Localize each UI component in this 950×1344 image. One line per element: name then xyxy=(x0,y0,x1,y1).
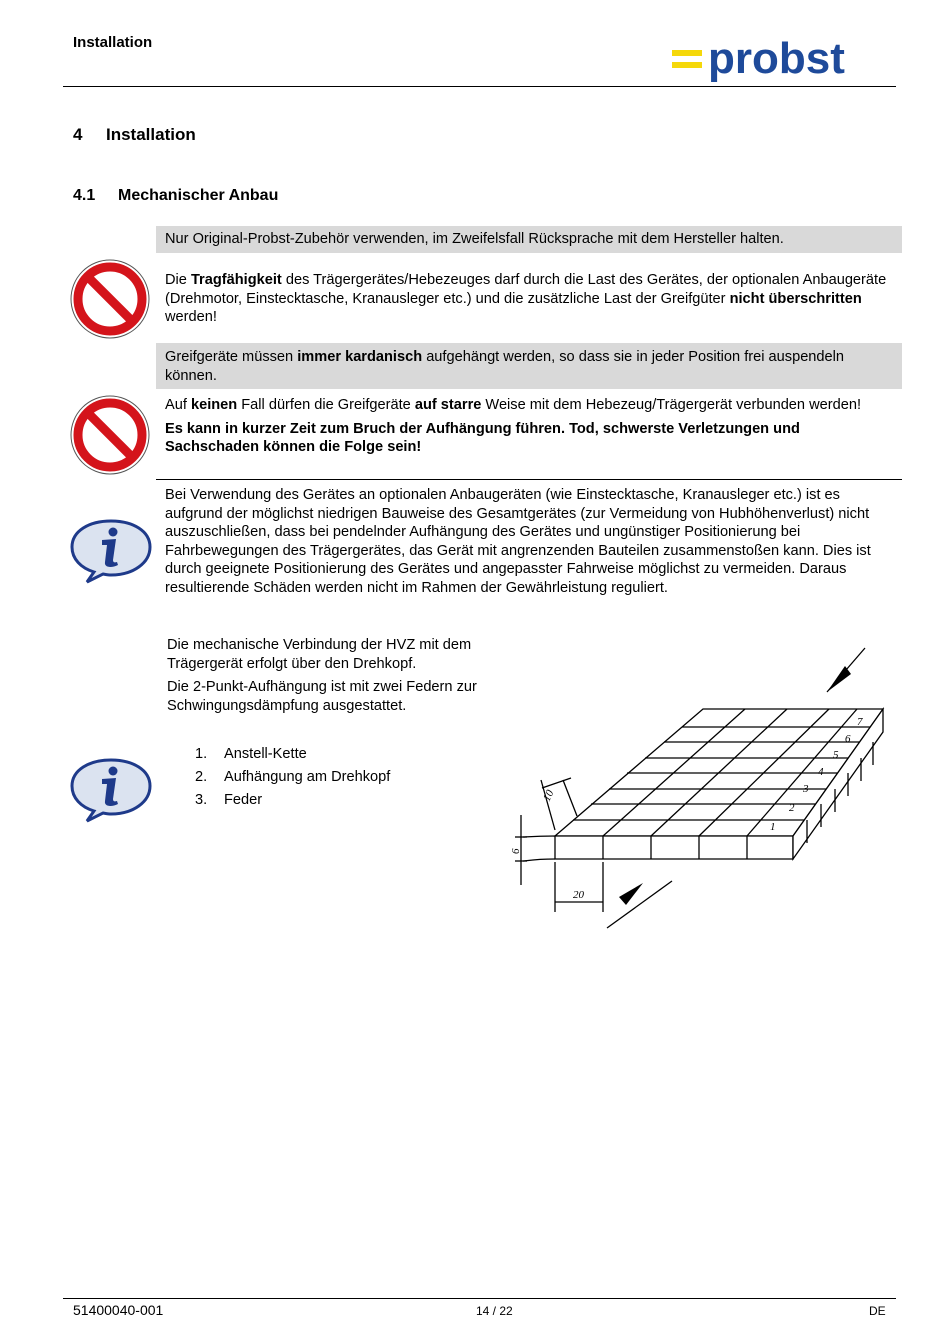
load-capacity-paragraph xyxy=(156,271,902,327)
prohibition-icon xyxy=(69,394,151,476)
header-title: Installation xyxy=(73,34,153,51)
list-item xyxy=(195,743,390,766)
suspension-sentence: Die 2-Punkt-Aufhängung ist mit zwei Federn zur Schwingungsdämpfung ausgestattet. xyxy=(167,679,477,714)
rigid-connection-text xyxy=(165,396,893,415)
connection-sentence: Die mechanische Verbindung der HVZ mit dem Trägergerät erfolgt über den Drehkopf. xyxy=(167,637,472,672)
text-run: Weise mit dem Hebezeug/Trägergerät verbunden werden! xyxy=(481,397,862,413)
parts-list xyxy=(195,743,390,812)
layer-label: 7 xyxy=(857,716,863,728)
technical-drawing xyxy=(505,630,900,935)
list-item xyxy=(195,789,390,812)
text-run: Fall dürfen die Greifgeräte xyxy=(237,397,415,413)
bold-always-cardanic: immer kardanisch xyxy=(297,349,423,365)
note-original-accessories: Nur Original-Probst-Zubehör verwenden, im Zweifelsfall Rücksprache mit dem Hersteller halten. xyxy=(156,226,902,253)
layer-label: 3 xyxy=(803,783,809,795)
layer-label: 2 xyxy=(789,802,795,814)
bold-load-capacity: Tragfähigkeit xyxy=(190,272,282,288)
divider xyxy=(156,479,902,480)
layer-label: 1 xyxy=(770,821,776,833)
text-run: Die xyxy=(165,272,191,288)
probst-logo xyxy=(672,36,892,86)
text-run: werden! xyxy=(165,309,217,325)
text-run: Auf xyxy=(165,397,191,413)
info-icon xyxy=(69,757,153,823)
list-text: Feder xyxy=(224,792,263,808)
text-run: aufgehängt werden, so dass sie in jeder Position frei auspendeln können. xyxy=(165,349,845,384)
dimension-depth: 10 xyxy=(540,788,557,804)
list-item xyxy=(195,766,390,789)
list-text: Aufhängung am Drehkopf xyxy=(224,769,391,785)
text-run: des Trägergerätes/Hebezeuges darf durch die Last des Gerätes, der optionalen Anbaugeräte (Drehmotor, Einstecktasche, Kranausleger etc.) und die zusätzliche Last der Greifgüter xyxy=(165,272,887,307)
layer-label: 6 xyxy=(845,733,851,745)
list-number: 3. xyxy=(195,792,208,808)
subsection-heading xyxy=(73,187,278,205)
header-rule xyxy=(63,86,896,87)
section-title: Installation xyxy=(106,125,196,144)
document-number: 51400040-001 xyxy=(73,1302,164,1318)
collision-info-paragraph: Bei Verwendung des Gerätes an optionalen Anbaugeräten (wie Einstecktasche, Kranausleger etc.) ist es aufgrund der möglichst niedrigen Bauweise des Gesamtgerätes (zur Vermeidung von Hubhöhenverlust) nicht auszuschließen, dass bei pendelnder Aufhängung des Gerätes und ungünstiger Positionierung bei Fahrbewegungen des Trägergerätes, das Gerät mit angrenzenden Bauteilen zusammenstoßen kann. Dies ist durch geeignete Positionierung des Gerätes und angepasster Fahrweise möglichst zu vermeiden. Daraus resultierende Schäden werden nicht im Rahmen der Gewährleistung reguliert. xyxy=(165,487,871,596)
list-number: 2. xyxy=(195,769,208,785)
info-icon xyxy=(69,518,153,584)
dimension-height: 6 xyxy=(510,848,522,854)
bold-no: keinen xyxy=(190,397,238,413)
bold-rigid: auf starre xyxy=(414,397,482,413)
warning-text: Es kann in kurzer Zeit zum Bruch der Aufhängung führen. Tod, schwerste Verletzungen und Sachschaden können die Folge sein! xyxy=(165,420,800,455)
subsection-title: Mechanischer Anbau xyxy=(118,187,279,204)
layer-label: 4 xyxy=(818,766,824,778)
page-number: 14 / 22 xyxy=(476,1304,513,1318)
language-code: DE xyxy=(869,1304,886,1318)
footer-rule xyxy=(63,1298,896,1299)
section-number: 4 xyxy=(73,125,83,144)
note-cardanic-suspension xyxy=(156,343,902,389)
layer-label: 5 xyxy=(833,749,839,761)
dimension-width: 20 xyxy=(573,889,584,901)
subsection-number: 4.1 xyxy=(73,187,96,204)
rigid-connection-paragraph xyxy=(156,396,902,457)
mechanical-connection-text xyxy=(167,636,497,715)
text-run: Greifgeräte müssen xyxy=(165,349,298,365)
list-number: 1. xyxy=(195,746,208,762)
section-heading xyxy=(73,125,196,145)
svg-text:probst: probst xyxy=(708,36,845,83)
list-text: Anstell-Kette xyxy=(224,746,307,762)
bold-not-exceeded: nicht überschritten xyxy=(729,290,862,307)
prohibition-icon xyxy=(69,258,151,340)
